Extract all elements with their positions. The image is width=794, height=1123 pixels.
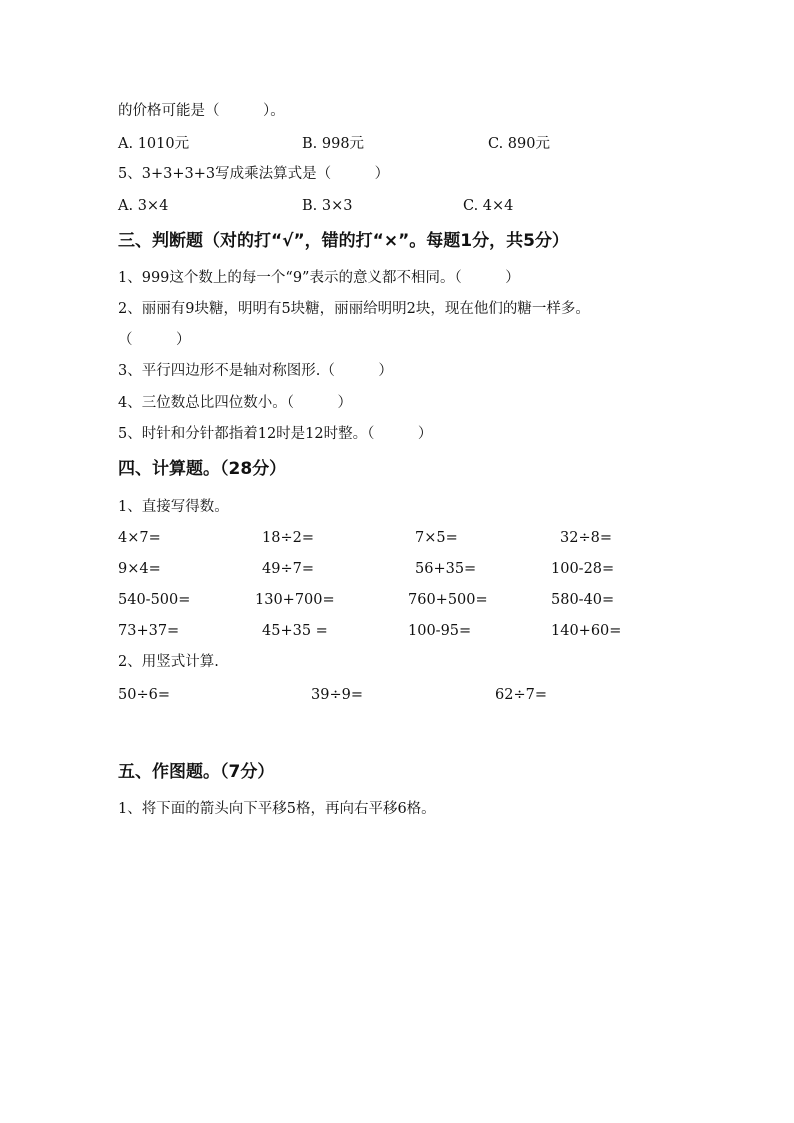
q4-option-c: C. 890元: [488, 136, 550, 152]
calc-sub-1: 1、直接写得数。: [118, 499, 229, 515]
calc-cell: 540-500=: [118, 592, 191, 608]
section-4-heading: 四、计算题。（28分）: [118, 459, 287, 479]
judge-item-1: 1、999这个数上的每一个“9”表示的意义都不相同。（ ）: [118, 270, 520, 286]
calc-cell: 100-28=: [551, 561, 615, 577]
calc-cell: 140+60=: [551, 623, 622, 639]
calc-cell: 760+500=: [408, 592, 488, 608]
q4-option-a: A. 1010元: [118, 136, 190, 152]
vertical-calc: 62÷7=: [495, 687, 547, 703]
calc-cell: 32÷8=: [560, 530, 612, 546]
vertical-calc: 39÷9=: [311, 687, 363, 703]
judge-item-4: 4、三位数总比四位数小。（ ）: [118, 395, 352, 411]
calc-cell: 73+37=: [118, 623, 180, 639]
calc-cell: 100-95=: [408, 623, 472, 639]
judge-item-2-blank: （ ）: [118, 332, 191, 348]
calc-cell: 7×5=: [415, 530, 458, 546]
vertical-calc: 50÷6=: [118, 687, 170, 703]
q5-option-b: B. 3×3: [302, 198, 353, 214]
calc-cell: 45+35 =: [262, 623, 328, 639]
calc-cell: 49÷7=: [262, 561, 314, 577]
section-5-heading: 五、作图题。（7分）: [118, 762, 275, 782]
calc-cell: 9×4=: [118, 561, 161, 577]
q5-option-c: C. 4×4: [463, 198, 514, 214]
calc-cell: 4×7=: [118, 530, 161, 546]
calc-cell: 130+700=: [255, 592, 335, 608]
calc-cell: 580-40=: [551, 592, 615, 608]
section-3-heading: 三、判断题（对的打“√”，错的打“×”。每题1分，共5分）: [118, 231, 569, 251]
q5-option-a: A. 3×4: [118, 198, 169, 214]
calc-cell: 18÷2=: [262, 530, 314, 546]
q4-option-b: B. 998元: [302, 136, 365, 152]
question-5: 5、3+3+3+3写成乘法算式是（ ）: [118, 166, 390, 182]
judge-item-3: 3、平行四边形不是轴对称图形.（ ）: [118, 363, 393, 379]
judge-item-5: 5、时针和分针都指着12时是12时整。（ ）: [118, 426, 433, 442]
judge-item-2: 2、丽丽有9块糖，明明有5块糖，丽丽给明明2块，现在他们的糖一样多。: [118, 301, 590, 317]
question-4-tail: 的价格可能是（ ）。: [118, 103, 285, 119]
calc-sub-2: 2、用竖式计算.: [118, 654, 219, 670]
draw-item-1: 1、将下面的箭头向下平移5格，再向右平移6格。: [118, 801, 436, 817]
calc-cell: 56+35=: [415, 561, 477, 577]
